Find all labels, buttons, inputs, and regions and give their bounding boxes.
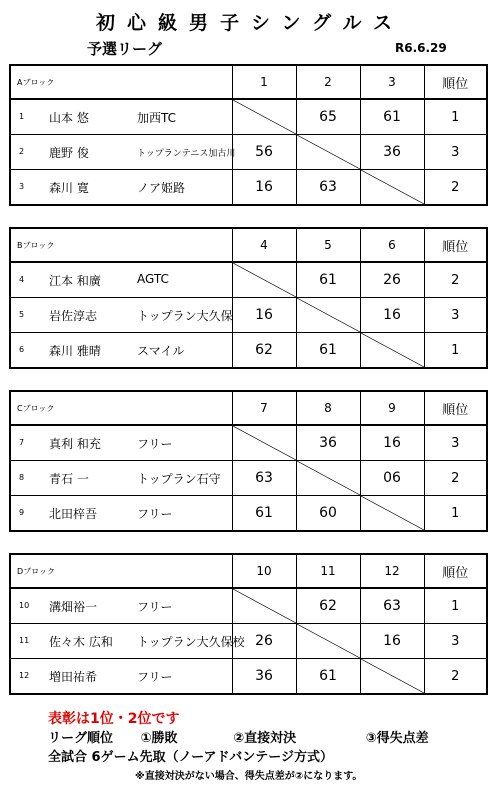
opponent-column-header: 5 xyxy=(296,228,360,262)
self-match-cell xyxy=(360,333,424,369)
player-rank: 2 xyxy=(424,262,487,298)
player-row xyxy=(10,99,487,135)
player-name: 北田梓吾 xyxy=(49,507,98,521)
match-score: 26 xyxy=(360,262,424,298)
player-name: 増田祐希 xyxy=(49,670,98,684)
award-note: 表彰は1位・2位です xyxy=(48,711,180,727)
rank-header: 順位 xyxy=(424,65,487,99)
block-header-row xyxy=(10,391,487,425)
match-score: 60 xyxy=(296,496,360,532)
player-rank: 3 xyxy=(424,624,487,659)
player-number: 1 xyxy=(19,112,25,121)
block-header-row xyxy=(10,228,487,262)
block-label: Cブロック xyxy=(10,391,232,425)
event-date: R6.6.29 xyxy=(395,41,447,55)
player-rank: 2 xyxy=(424,659,487,695)
player-club: ノア姫路 xyxy=(137,181,186,195)
player-row xyxy=(10,496,487,532)
self-match-cell xyxy=(296,298,360,333)
match-score: 63 xyxy=(360,588,424,624)
player-club: AGTC xyxy=(137,272,169,286)
page-subtitle: 予選リーグ xyxy=(87,40,163,58)
rule-1: ①勝敗 xyxy=(140,731,178,746)
opponent-column-header: 3 xyxy=(360,65,424,99)
rank-header: 順位 xyxy=(424,228,487,262)
block-table xyxy=(9,390,488,532)
rule-3: ③得失点差 xyxy=(365,731,429,746)
self-match-cell xyxy=(360,170,424,206)
player-row xyxy=(10,461,487,496)
match-score: 16 xyxy=(232,298,296,333)
player-cell xyxy=(10,624,245,659)
opponent-column-header: 12 xyxy=(360,554,424,588)
match-score: 61 xyxy=(296,333,360,369)
player-name: 山本 悠 xyxy=(49,111,89,125)
player-row xyxy=(10,659,487,695)
self-match-cell xyxy=(360,659,424,695)
match-score: 26 xyxy=(232,624,296,659)
player-number: 5 xyxy=(19,310,25,319)
player-row xyxy=(10,170,487,206)
block-table xyxy=(9,553,488,695)
player-cell xyxy=(10,461,232,496)
player-number: 4 xyxy=(19,275,25,284)
player-row xyxy=(10,425,487,461)
player-row xyxy=(10,624,487,659)
player-club: フリー xyxy=(137,670,173,684)
player-club: 加西TC xyxy=(137,111,177,125)
player-rank: 1 xyxy=(424,99,487,135)
player-cell xyxy=(10,298,232,333)
player-club: フリー xyxy=(137,437,173,451)
self-match-cell xyxy=(296,135,360,170)
player-name: 鹿野 俊 xyxy=(49,146,89,160)
match-score: 61 xyxy=(296,659,360,695)
opponent-column-header: 1 xyxy=(232,65,296,99)
match-score: 62 xyxy=(296,588,360,624)
block-label: Bブロック xyxy=(10,228,232,262)
match-score: 63 xyxy=(232,461,296,496)
player-rank: 2 xyxy=(424,461,487,496)
match-score: 36 xyxy=(296,425,360,461)
player-club: フリー xyxy=(137,600,173,614)
opponent-column-header: 10 xyxy=(232,554,296,588)
opponent-column-header: 7 xyxy=(232,391,296,425)
self-match-cell xyxy=(232,588,296,624)
match-score: 16 xyxy=(360,624,424,659)
ranking-rules xyxy=(48,727,429,746)
match-score: 63 xyxy=(296,170,360,206)
opponent-column-header: 9 xyxy=(360,391,424,425)
player-number: 8 xyxy=(19,473,25,482)
player-number: 7 xyxy=(19,438,25,447)
player-cell xyxy=(10,170,232,206)
match-score: 61 xyxy=(360,99,424,135)
self-match-cell xyxy=(232,99,296,135)
player-cell xyxy=(10,588,232,624)
player-name: 青石 一 xyxy=(49,472,89,486)
match-score: 36 xyxy=(232,659,296,695)
match-score: 56 xyxy=(232,135,296,170)
player-name: 森川 寛 xyxy=(49,181,89,195)
player-number: 6 xyxy=(19,345,25,354)
player-club: トップラン石守 xyxy=(137,472,221,486)
block-table xyxy=(9,227,488,369)
rank-header: 順位 xyxy=(424,391,487,425)
player-name: 溝畑裕一 xyxy=(49,600,98,614)
player-rank: 2 xyxy=(424,170,487,206)
player-row xyxy=(10,588,487,624)
self-match-cell xyxy=(296,461,360,496)
player-rank: 3 xyxy=(424,135,487,170)
player-cell xyxy=(10,425,232,461)
opponent-column-header: 8 xyxy=(296,391,360,425)
footnote: ※直接対決がない場合、得失点差が②になります。 xyxy=(135,771,363,782)
match-score: 16 xyxy=(232,170,296,206)
player-cell xyxy=(10,333,232,369)
player-number: 2 xyxy=(19,147,25,156)
opponent-column-header: 4 xyxy=(232,228,296,262)
player-name: 森川 雅晴 xyxy=(49,344,101,358)
self-match-cell xyxy=(360,496,424,532)
opponent-column-header: 6 xyxy=(360,228,424,262)
player-number: 10 xyxy=(19,601,30,610)
opponent-column-header: 2 xyxy=(296,65,360,99)
player-name: 江本 和廣 xyxy=(49,274,101,288)
rule-label: リーグ順位 xyxy=(48,731,114,746)
player-number: 3 xyxy=(19,182,25,191)
block-label: Dブロック xyxy=(10,554,232,588)
player-row xyxy=(10,333,487,369)
player-club: トップラン大久保 xyxy=(137,309,233,323)
block-header-row xyxy=(10,554,487,588)
match-score: 16 xyxy=(360,298,424,333)
player-rank: 1 xyxy=(424,333,487,369)
match-score: 61 xyxy=(296,262,360,298)
page-title: 初心級男子シングルス xyxy=(95,12,404,34)
match-score: 06 xyxy=(360,461,424,496)
player-row xyxy=(10,298,487,333)
match-score: 62 xyxy=(232,333,296,369)
match-score: 61 xyxy=(232,496,296,532)
self-match-cell xyxy=(232,425,296,461)
player-rank: 1 xyxy=(424,588,487,624)
match-score: 36 xyxy=(360,135,424,170)
block-label: Aブロック xyxy=(10,65,232,99)
player-club: トップラン大久保校 xyxy=(137,635,245,649)
player-cell xyxy=(10,496,232,532)
player-number: 9 xyxy=(19,508,25,517)
match-format: 全試合 6ゲーム先取（ノーアドバンテージ方式） xyxy=(48,750,334,765)
player-row xyxy=(10,135,487,170)
player-cell xyxy=(10,99,232,135)
block-header-row xyxy=(10,65,487,99)
player-number: 11 xyxy=(19,636,30,645)
match-score: 16 xyxy=(360,425,424,461)
self-match-cell xyxy=(232,262,296,298)
match-score: 65 xyxy=(296,99,360,135)
player-name: 岩佐淳志 xyxy=(49,309,98,323)
player-name: 佐々木 広和 xyxy=(49,635,113,649)
player-row xyxy=(10,262,487,298)
rule-2: ②直接対決 xyxy=(233,731,297,746)
rank-header: 順位 xyxy=(424,554,487,588)
player-rank: 3 xyxy=(424,298,487,333)
player-number: 12 xyxy=(19,671,30,680)
opponent-column-header: 11 xyxy=(296,554,360,588)
player-cell xyxy=(10,262,232,298)
player-name: 真利 和充 xyxy=(49,437,101,451)
player-cell xyxy=(10,135,236,170)
block-table xyxy=(9,64,488,206)
self-match-cell xyxy=(296,624,360,659)
player-club: フリー xyxy=(137,507,173,521)
player-rank: 1 xyxy=(424,496,487,532)
player-club: スマイル xyxy=(137,344,185,358)
player-club: トップランテニス加古川 xyxy=(137,149,236,159)
player-cell xyxy=(10,659,232,695)
player-rank: 3 xyxy=(424,425,487,461)
